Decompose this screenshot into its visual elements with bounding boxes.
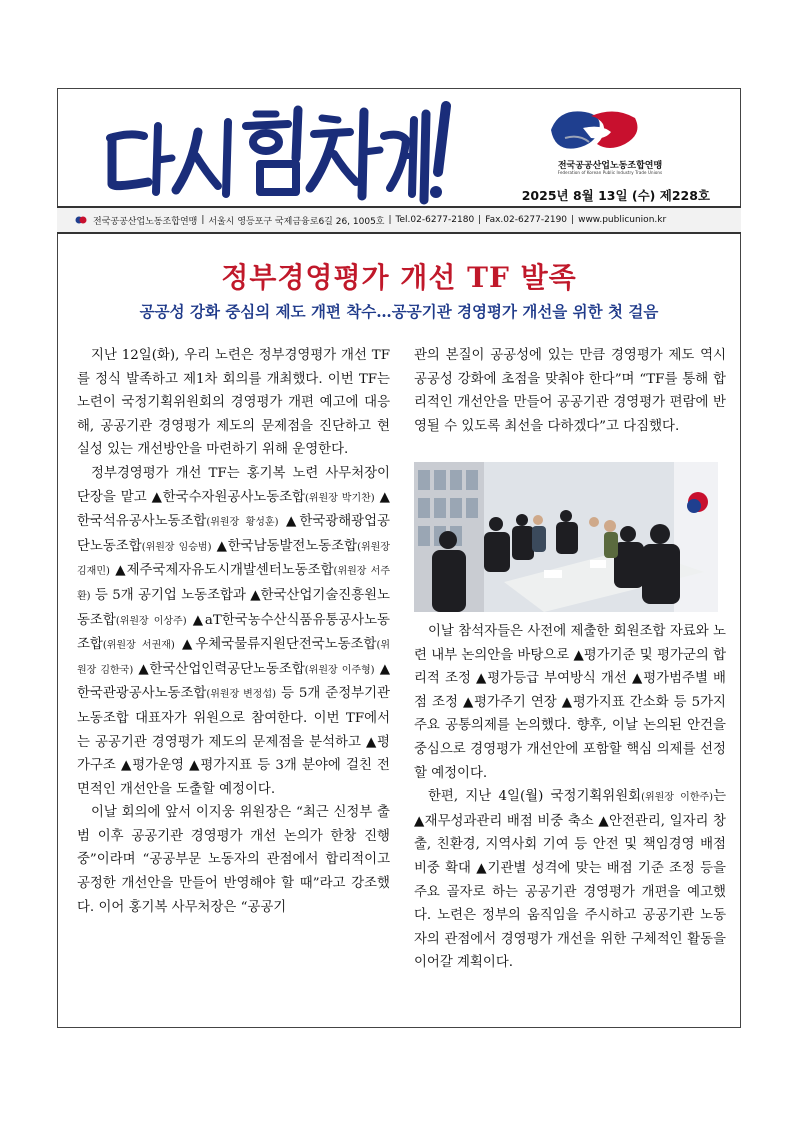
paragraph-5: 한편, 지난 4일(월) 국정기획위원회(위원장 이한주)는 ▲재무성과관리 배점 비중 축소 ▲안전관리, 일자리 창출, 친환경, 지역사회 기여 등 안전 및 책임경영 배점 비중 확대 ▲기관별 성격에 맞는 배점 기준 조정 등을 주요 골자로 하는 공공기관 경영평가 개편을 예고했다. 노련은 정부의 움직임을 주시하고 공공기관 노동자의 관점에서 경영평가 개선을 위한 구체적인 활동을 이어갈 계획이다. bbox=[414, 789, 726, 971]
paragraph-3: 이날 회의에 앞서 이지웅 위원장은 “최근 신정부 출범 이후 공공기관 경영평가 개선 논의가 한창 진행 중”이라며 “공공부문 노동자의 관점에서 합리적이고 공정한 개선안을 만들어 반영해야 할 때”라고 강조했다. 이어 홍기복 사무처장은 “공공기 bbox=[77, 805, 390, 915]
logo-org-name-en: Federation of Korean Public Industry Trade Unions bbox=[557, 170, 663, 175]
article-right-column-top bbox=[414, 344, 726, 438]
paragraph-2: 정부경영평가 개선 TF는 홍기복 노련 사무처장이 단장을 맡고 ▲한국수자원공사노동조합(위원장 박기찬) ▲한국석유공사노동조합(위원장 황성훈) ▲한국광해광업공단노동조합(위원장 임승범) ▲한국남동발전노동조합(위원장 김재민) ▲제주국제자유도시개발센터노동조합(위원장 서주환) 등 5개 공기업 노동조합과 ▲한국산업기술진흥원노동조합(위원장 이상주) ▲aT한국농수산식품유통공사노동조합(위원장 서권재) ▲우체국물류지원단전국노동조합(위원장 김한국) ▲한국산업인력공단노동조합(위원장 이주형) ▲한국관광공사노동조합(위원장 변정섭) 등 5개 준정부기관 노동조합 대표자가 위원으로 참여한다. 이번 TF에서는 공공기관 경영평가 제도의 문제점을 분석하고 ▲평가구조 ▲평가운영 ▲평가지표 등 3개 분야에 걸친 전면적인 개선안을 도출할 예정이다. bbox=[77, 465, 390, 797]
paragraph-3-continued: 관의 본질이 공공성에 있는 만큼 경영평가 제도 역시 공공성 강화에 초점을 맞춰야 한다”며 “TF를 통해 합리적인 개선안을 만들어 공공기관 경영평가 편람에 반영될 수 있도록 최선을 다하겠다”고 다짐했다. bbox=[414, 348, 726, 434]
info-org: 전국공공산업노동조합연맹 bbox=[93, 216, 198, 227]
article-right-column-bottom bbox=[414, 620, 726, 975]
paragraph-1: 지난 12일(화), 우리 노련은 정부경영평가 개선 TF를 정식 발족하고 제1차 회의를 개최했다. 이번 TF는 노련이 국정기획위원회의 경영평가 개편 예고에 대응해, 공공기관 경영평가 제도의 문제점을 진단하고 현실성 있는 개선방안을 마련하기 위해 운영한다. bbox=[77, 348, 390, 458]
masthead-title bbox=[100, 96, 460, 206]
issue-date: 2025년 8월 13일 (수) 제228호 bbox=[521, 188, 710, 203]
info-tel: Tel.02-6277-2180 bbox=[395, 215, 475, 225]
logo-org-name: 전국공공산업노동조합연맹 bbox=[557, 161, 663, 171]
paragraph-4: 이날 참석자들은 사전에 제출한 회원조합 자료와 노련 내부 논의안을 바탕으로 ▲평가기준 및 평가군의 합리적 조정 ▲평가등급 부여방식 개선 ▲평가범주별 배점 조정 ▲평가주기 연장 ▲평가지표 간소화 등 5가지 주요 공통의제를 논의했다. 향후, 이날 논의된 안건을 중심으로 경영평가 개선안에 포함할 핵심 의제를 선정할 예정이다. bbox=[414, 624, 726, 781]
article-left-column bbox=[77, 344, 390, 919]
info-bar: 전국공공산업노동조합연맹 | 서울시 영등포구 국제금융로6길 26, 1005호 | Tel.02-6277-2180 | Fax.02-6277-2190 | www.publicunion.kr bbox=[57, 206, 741, 234]
info-fax: Fax.02-6277-2190 bbox=[485, 215, 568, 225]
mini-logo-icon bbox=[75, 215, 87, 225]
info-address: 서울시 영등포구 국제금융로6길 26, 1005호 bbox=[208, 216, 385, 227]
headline: 정부경영평가 개선 TF 발족 bbox=[221, 261, 577, 294]
info-web[interactable]: www.publicunion.kr bbox=[578, 215, 667, 225]
meeting-photo bbox=[414, 462, 718, 612]
subheadline: 공공성 강화 중심의 제도 개편 착수…공공기관 경영평가 개선을 위한 첫 걸음 bbox=[139, 302, 659, 321]
federation-logo bbox=[545, 104, 645, 156]
